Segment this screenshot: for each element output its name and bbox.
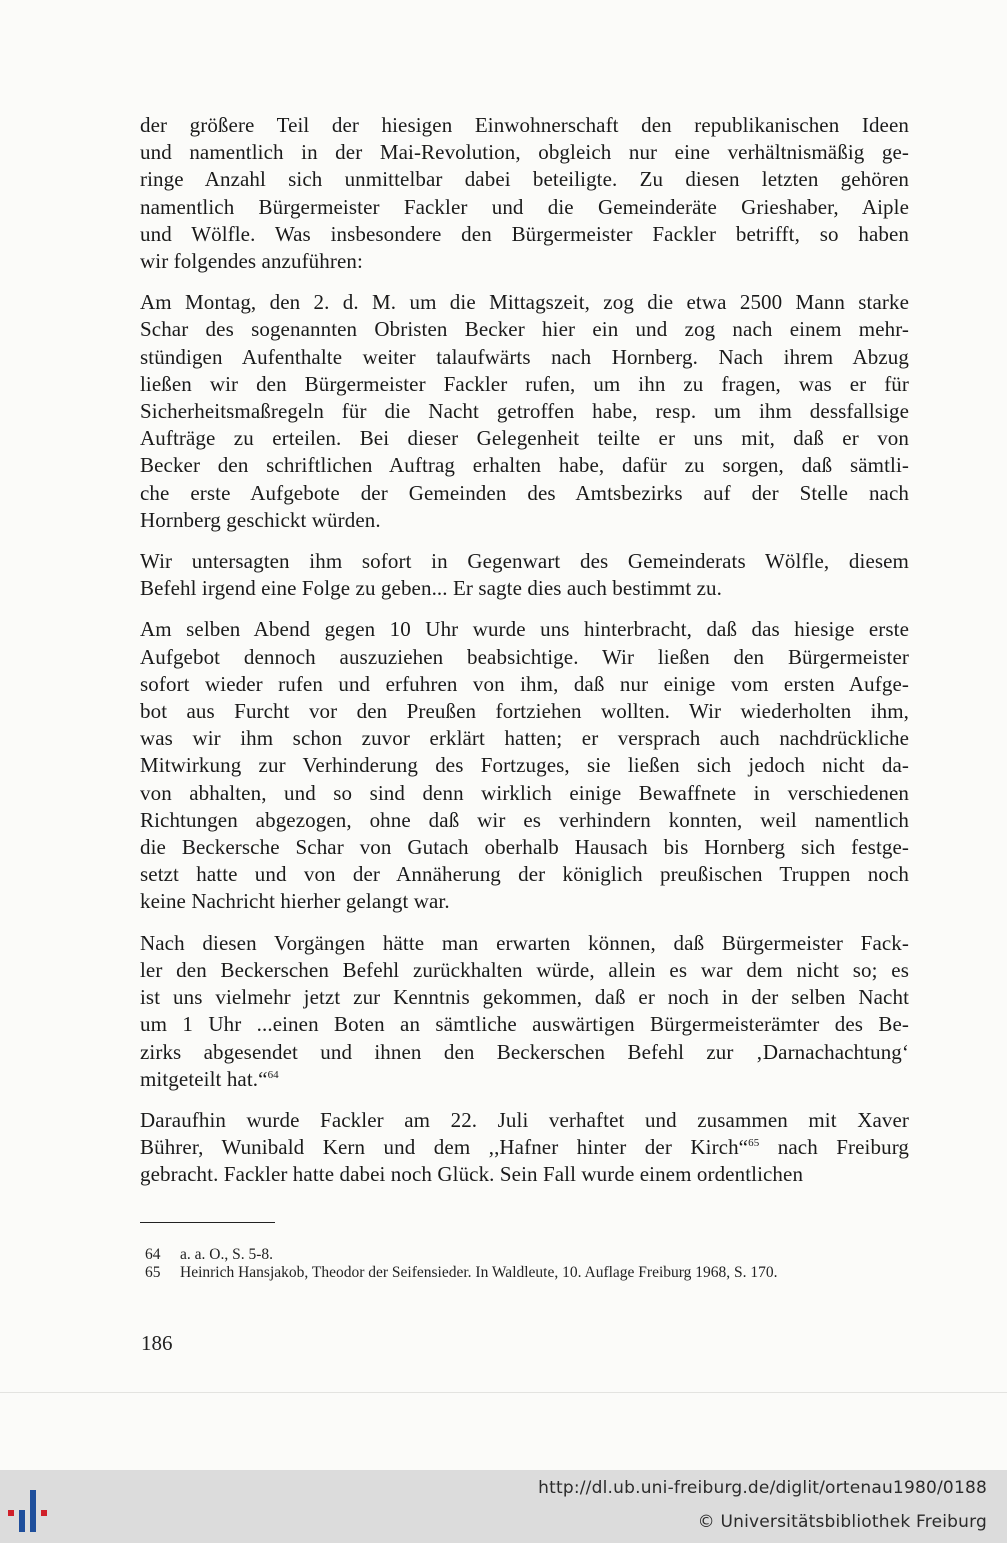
footer-bar (0, 1470, 1007, 1543)
text-line-content: Aufträge zu erteilen. Bei dieser Gelegenheit teilte er uns mit, daß er von (140, 426, 909, 451)
text-line (140, 575, 909, 602)
footnotes (145, 1246, 909, 1282)
text-line (140, 507, 909, 534)
text-line-content: Richtungen abgezogen, ohne daß wir es verhindern konnten, weil namentlich (140, 807, 909, 832)
text-line-content: Schar des sogenannten Obristen Becker hier ein und zog nach einem mehr- (140, 317, 909, 342)
paragraph (140, 112, 909, 275)
text-line (140, 807, 909, 834)
text-line (140, 248, 909, 275)
text-line-content: Becker den schriftlichen Auftrag erhalten habe, dafür zu sorgen, daß sämtli- (140, 453, 909, 478)
text-line (140, 1039, 909, 1066)
body-text (140, 112, 909, 1203)
text-line-content: die Beckersche Schar von Gutach oberhalb Hausach bis Hornberg sich festge- (140, 835, 909, 860)
text-line (140, 166, 909, 193)
text-line-content: zirks abgesendet und ihnen den Beckerschen Befehl zur ‚Darnachachtung‘ (140, 1039, 909, 1064)
page-number: 186 (141, 1331, 173, 1355)
text-line-content: Am selben Abend gegen 10 Uhr wurde uns hinterbracht, daß das hiesige erste (140, 617, 909, 642)
text-line (140, 1011, 909, 1038)
text-line-content: und namentlich in der Mai-Revolution, obgleich nur eine verhältnismäßig ge- (140, 140, 909, 165)
text-line-content: und Wölfle. Was insbesondere den Bürgermeister Fackler betrifft, so haben (140, 221, 909, 246)
paragraph (140, 1107, 909, 1189)
footnote-number: 64 (145, 1246, 161, 1263)
text-line (140, 984, 909, 1011)
text-line (140, 1107, 909, 1134)
paragraph (140, 289, 909, 534)
text-line-content: namentlich Bürgermeister Fackler und die Gemeinderäte Grieshaber, Aiple (140, 194, 909, 219)
text-line (140, 644, 909, 671)
footnote-text: Heinrich Hansjakob, Theodor der Seifensieder. In Waldleute, 10. Auflage Freiburg 1968, S. 170. (180, 1264, 778, 1281)
text-line (140, 671, 909, 698)
text-line-content: ist uns vielmehr jetzt zur Kenntnis gekommen, daß er noch in der selben Nacht (140, 985, 909, 1010)
text-line-content: Am Montag, den 2. d. M. um die Mittagszeit, zog die etwa 2500 Mann starke (140, 290, 909, 315)
footnote-text: a. a. O., S. 5-8. (180, 1246, 273, 1263)
text-line (140, 957, 909, 984)
text-line (140, 616, 909, 643)
text-line (140, 888, 909, 915)
text-line-content: wir folgendes anzuführen: (140, 249, 363, 274)
text-line (140, 1066, 909, 1093)
text-line-content: der größere Teil der hiesigen Einwohnerschaft den republikanischen Ideen (140, 113, 909, 137)
text-line (140, 371, 909, 398)
text-line (140, 480, 909, 507)
text-line (140, 344, 909, 371)
text-line (140, 930, 909, 957)
footnote-reference[interactable]: 64 (267, 1068, 279, 1081)
footnote-item (145, 1264, 909, 1282)
text-line (140, 425, 909, 452)
text-line-content: keine Nachricht hierher gelangt war. (140, 889, 450, 914)
paragraph (140, 548, 909, 602)
ub-freiburg-logo-icon (6, 1486, 66, 1536)
text-line-content: Aufgebot dennoch auszuziehen beabsichtige. Wir ließen den Bürgermeister (140, 644, 909, 669)
text-line-content: was wir ihm schon zuvor erklärt hatten; er versprach auch nachdrückliche (140, 726, 909, 751)
text-line-content: gebracht. Fackler hatte dabei noch Glück. Sein Fall wurde einem ordentlichen (140, 1162, 804, 1187)
text-line-content: Mitwirkung zur Verhinderung des Fortzuges, sie ließen sich jedoch nicht da- (140, 753, 909, 778)
text-line-content: Wir untersagten ihm sofort in Gegenwart des Gemeinderats Wölfle, diesem (140, 549, 909, 574)
text-line-content: Sicherheitsmaßregeln für die Nacht getroffen habe, resp. um ihm dessfallsige (140, 399, 909, 424)
text-line (140, 112, 909, 139)
text-line-content: sofort wieder rufen und erfuhren von ihm, daß nur einige vom ersten Aufge- (140, 671, 909, 696)
text-line (140, 780, 909, 807)
text-line-content: che erste Aufgebote der Gemeinden des Amtsbezirks auf der Stelle nach (140, 480, 909, 505)
text-line (140, 316, 909, 343)
text-line (140, 289, 909, 316)
text-line (140, 752, 909, 779)
text-line-content: ler den Beckerschen Befehl zurückhalten würde, allein es war dem nicht so; es (140, 957, 909, 982)
text-line-content: stündigen Aufenthalte weiter talaufwärts nach Hornberg. Nach ihrem Abzug (140, 344, 909, 369)
text-line (140, 1161, 909, 1188)
footnote-reference[interactable]: 65 (748, 1137, 760, 1150)
footnote-item (145, 1246, 909, 1264)
text-line (140, 1134, 909, 1161)
paragraph (140, 930, 909, 1093)
text-line-content: Hornberg geschickt würden. (140, 507, 381, 532)
copyright-notice: © Universitätsbibliothek Freiburg (697, 1512, 987, 1532)
paragraph (140, 616, 909, 915)
document-url-link[interactable]: http://dl.ub.uni-freiburg.de/diglit/ortenau1980/0188 (538, 1478, 987, 1498)
text-line (140, 221, 909, 248)
text-line-content: bot aus Furcht vor den Preußen fortziehen wollten. Wir wiederholten ihm, (140, 699, 909, 724)
text-line-content: von abhalten, und so sind denn wirklich einige Bewaffnete in verschiedenen (140, 780, 909, 805)
text-line-content: ringe Anzahl sich unmittelbar dabei beteiligte. Zu diesen letzten gehören (140, 167, 909, 192)
text-line-content: ließen wir den Bürgermeister Fackler rufen, um ihn zu fragen, was er für (140, 371, 909, 396)
text-line (140, 139, 909, 166)
text-line (140, 452, 909, 479)
text-line-content: Daraufhin wurde Fackler am 22. Juli verhaftet und zusammen mit Xaver (140, 1107, 909, 1132)
text-line (140, 725, 909, 752)
page-edge-line (0, 1392, 1007, 1393)
text-line (140, 398, 909, 425)
text-line (140, 834, 909, 861)
text-line (140, 861, 909, 888)
footnote-number: 65 (145, 1264, 161, 1281)
text-line (140, 548, 909, 575)
text-line-content: um 1 Uhr ...einen Boten an sämtliche auswärtigen Bürgermeisterämter des Be- (140, 1012, 909, 1037)
text-line (140, 194, 909, 221)
footnote-separator (140, 1222, 275, 1223)
text-line-continuation: nach Freiburg (759, 1135, 910, 1160)
text-line-content: Bührer, Wunibald Kern und dem ,,Hafner hinter der Kirch“ (140, 1135, 749, 1160)
text-line-content: Befehl irgend eine Folge zu geben... Er sagte dies auch bestimmt zu. (140, 576, 722, 601)
text-line-content: mitgeteilt hat.“ (140, 1066, 268, 1091)
text-line-content: Nach diesen Vorgängen hätte man erwarten können, daß Bürgermeister Fack- (140, 930, 909, 955)
text-line (140, 698, 909, 725)
text-line-content: setzt hatte und von der Annäherung der königlich preußischen Truppen noch (140, 862, 909, 887)
